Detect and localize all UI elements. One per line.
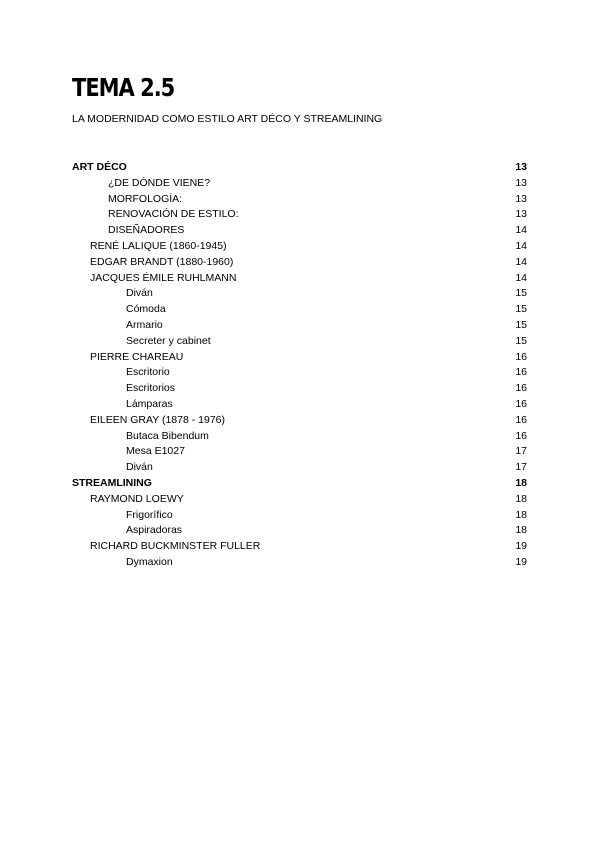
toc-entry[interactable] <box>0 207 600 223</box>
toc-entry[interactable] <box>0 192 600 208</box>
toc-entry[interactable] <box>0 255 600 271</box>
toc-entry[interactable] <box>0 381 600 397</box>
toc-entry-page-number: 16 <box>515 429 527 442</box>
toc-entry[interactable] <box>0 271 600 287</box>
toc-entry-label: EDGAR BRANDT (1880-1960) <box>90 255 234 268</box>
toc-entry-label: ¿DE DÓNDE VIENE? <box>108 176 211 189</box>
toc-entry-page-number: 18 <box>515 492 527 505</box>
toc-entry-label: RENOVACIÓN DE ESTILO: <box>108 208 239 221</box>
toc-entry[interactable] <box>0 508 600 524</box>
toc-entry-page-number: 18 <box>515 476 527 489</box>
toc-entry[interactable] <box>0 176 600 192</box>
toc-entry[interactable] <box>0 318 600 334</box>
toc-entry-page-number: 19 <box>515 540 527 553</box>
toc-entry-page-number: 16 <box>515 413 527 426</box>
toc-entry[interactable] <box>0 555 600 571</box>
toc-entry-label: Aspiradoras <box>126 524 183 537</box>
toc-entry-label: Armario <box>126 318 163 331</box>
toc-entry-page-number: 13 <box>515 192 527 205</box>
toc-entry[interactable] <box>0 397 600 413</box>
table-of-contents <box>0 160 600 571</box>
toc-entry-page-number: 13 <box>515 176 527 189</box>
toc-entry[interactable] <box>0 223 600 239</box>
toc-entry-page-number: 19 <box>515 555 527 568</box>
toc-entry-page-number: 15 <box>515 318 527 331</box>
toc-entry-label: Diván <box>126 287 153 300</box>
toc-entry-page-number: 16 <box>515 397 527 410</box>
toc-entry-page-number: 16 <box>515 350 527 363</box>
toc-entry-page-number: 14 <box>515 224 527 237</box>
toc-entry-label: Diván <box>126 461 153 474</box>
toc-entry[interactable] <box>0 160 600 176</box>
toc-entry-page-number: 17 <box>515 461 527 474</box>
toc-entry-label: ART DÉCO <box>72 161 127 173</box>
toc-entry[interactable] <box>0 413 600 429</box>
toc-entry-label: Butaca Bibendum <box>126 429 209 442</box>
toc-entry[interactable] <box>0 350 600 366</box>
toc-entry[interactable] <box>0 286 600 302</box>
toc-entry-page-number: 15 <box>515 303 527 316</box>
toc-entry[interactable] <box>0 429 600 445</box>
toc-entry-label: RICHARD BUCKMINSTER FULLER <box>90 540 261 553</box>
toc-entry-label: Dymaxion <box>126 555 173 568</box>
toc-entry-label: RAYMOND LOEWY <box>90 492 184 505</box>
toc-entry-label: RENÉ LALIQUE (1860-1945) <box>90 239 227 252</box>
toc-entry[interactable] <box>0 444 600 460</box>
toc-entry-label: JACQUES ÉMILE RUHLMANN <box>90 271 237 284</box>
toc-entry-page-number: 16 <box>515 366 527 379</box>
document-subtitle: LA MODERNIDAD COMO ESTILO ART DÉCO Y STREAMLINING <box>72 113 383 125</box>
toc-entry-label: Cómoda <box>126 303 166 316</box>
toc-entry-label: Secreter y cabinet <box>126 334 211 347</box>
toc-entry[interactable] <box>0 239 600 255</box>
toc-entry-page-number: 13 <box>515 208 527 221</box>
toc-entry-page-number: 14 <box>515 255 527 268</box>
toc-entry-page-number: 18 <box>515 524 527 537</box>
toc-entry[interactable] <box>0 302 600 318</box>
toc-entry-label: Lámparas <box>126 397 173 410</box>
toc-entry-page-number: 16 <box>515 382 527 395</box>
toc-entry[interactable] <box>0 476 600 492</box>
toc-entry[interactable] <box>0 334 600 350</box>
toc-entry-page-number: 18 <box>515 508 527 521</box>
toc-entry-label: MORFOLOGÍA: <box>108 192 183 205</box>
toc-entry-page-number: 14 <box>515 239 527 252</box>
toc-entry-label: Mesa E1027 <box>126 445 185 458</box>
toc-entry[interactable] <box>0 539 600 555</box>
toc-entry[interactable] <box>0 365 600 381</box>
toc-entry[interactable] <box>0 492 600 508</box>
toc-entry-label: PIERRE CHAREAU <box>90 350 184 363</box>
toc-entry-label: STREAMLINING <box>72 476 152 489</box>
toc-entry-page-number: 17 <box>515 445 527 458</box>
toc-entry-page-number: 13 <box>515 161 527 173</box>
toc-entry-page-number: 15 <box>515 334 527 347</box>
toc-entry-label: EILEEN GRAY (1878 - 1976) <box>90 413 226 426</box>
toc-entry[interactable] <box>0 460 600 476</box>
toc-entry-label: Frigorífico <box>126 508 173 521</box>
toc-entry-page-number: 15 <box>515 287 527 300</box>
toc-entry-label: DISEÑADORES <box>108 224 185 237</box>
toc-entry-label: Escritorios <box>126 382 176 395</box>
toc-entry[interactable] <box>0 523 600 539</box>
document-title: TEMA 2.5 <box>72 73 175 102</box>
toc-entry-label: Escritorio <box>126 366 170 379</box>
toc-entry-page-number: 14 <box>515 271 527 284</box>
